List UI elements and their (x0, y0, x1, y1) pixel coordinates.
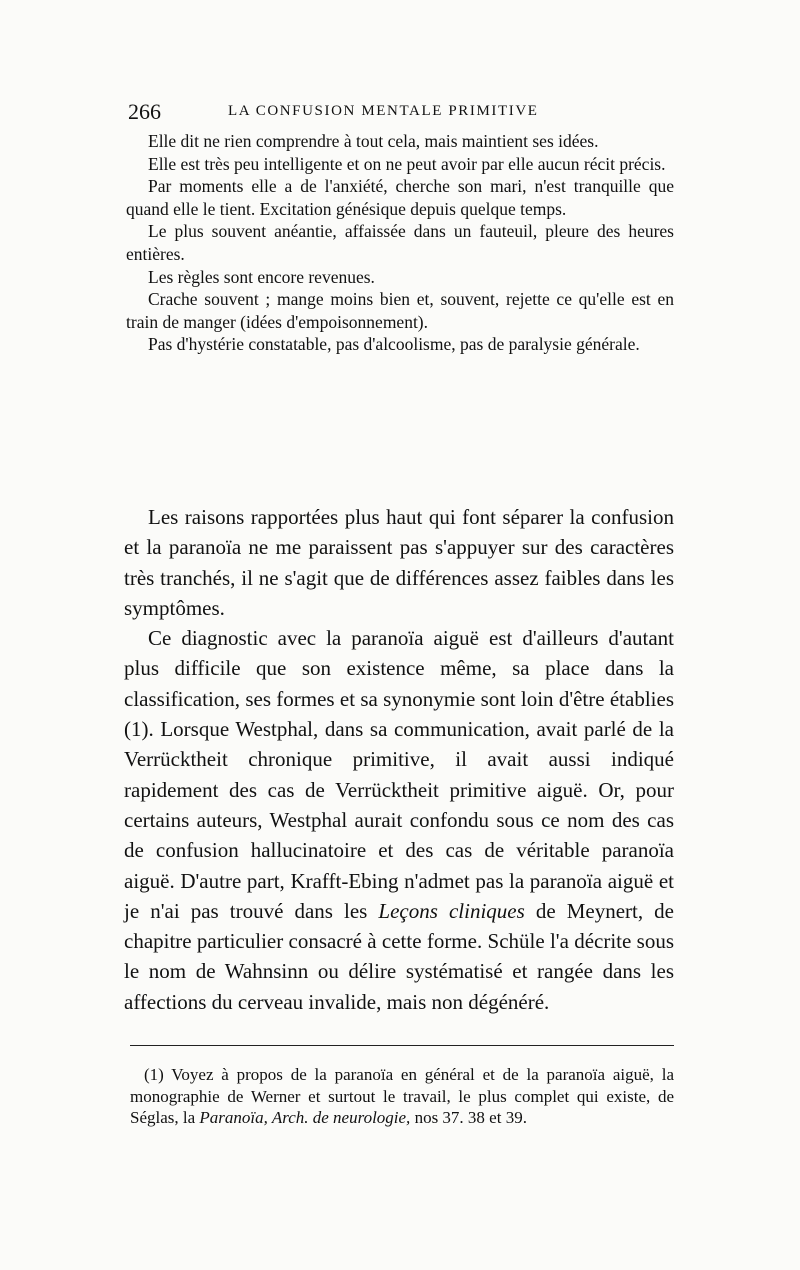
footnote-text-b: nos 37. 38 et 39. (410, 1108, 527, 1127)
body-paragraph-2 (124, 623, 674, 1017)
running-head: LA CONFUSION MENTALE PRIMITIVE (228, 103, 539, 119)
footnote (130, 1064, 674, 1129)
case-note: Crache souvent ; mange moins bien et, souvent, rejette ce qu'elle est en train de manger (idées d'empoisonnement). (126, 289, 674, 332)
case-note: Le plus souvent anéantie, affaissée dans un fauteuil, pleure des heures entières. (126, 221, 674, 264)
case-note: Les règles sont encore revenues. (148, 266, 375, 287)
page-number: 266 (128, 99, 161, 124)
body-paragraph-2-text-b: de Meynert, de chapitre particulier consacré à cette forme. Schüle l'a décrite sous le nom de Wahnsinn ou délire systématisé et rangée dans les affections du cerveau invalide, mais non dégénéré. (124, 898, 674, 1014)
case-note: Par moments elle a de l'anxiété, cherche son mari, n'est tranquille que quand elle le tient. Excitation génésique depuis quelque temps. (126, 176, 674, 219)
body-paragraph-1: Les raisons rapportées plus haut qui font séparer la confusion et la paranoïa ne me paraissent pas s'appuyer sur des caractères très tranchés, il ne s'agit que de différences assez faibles dans les symptômes. (124, 505, 674, 620)
footnote-text-a: (1) Voyez à propos de la paranoïa en général et de la paranoïa aiguë, la monographie de Werner et surtout le travail, le plus complet qui existe, de Séglas, la (130, 1065, 674, 1127)
case-note: Elle dit ne rien comprendre à tout cela, mais maintient ses idées. (148, 131, 599, 151)
italic-title-lecons-cliniques: Leçons cliniques (378, 898, 525, 923)
page-header (128, 99, 676, 129)
footnote-rule (130, 1045, 674, 1046)
footnote-text (130, 1064, 674, 1129)
footnote-italic-reference: Paranoïa, Arch. de neurologie, (199, 1108, 411, 1127)
body-paragraph-2-text-a: Ce diagnostic avec la paranoïa aiguë est d'ailleurs d'autant plus difficile que son existence même, sa place dans la classification, ses formes et sa synonymie sont loin d'être établies (1). Lorsque Westphal, dans sa communication, avait parlé de la Verrücktheit chronique primitive, il avait aussi indiqué rapidement des cas de Verrücktheit primitive aiguë. Or, pour certains auteurs, Westphal aurait confondu sous ce nom des cas de confusion hallucinatoire et des cas de véritable paranoïa aiguë. D'autre part, Krafft-Ebing n'admet pas la paranoïa aiguë et je n'ai pas trouvé dans les (124, 626, 674, 923)
case-notes (126, 130, 674, 356)
case-note: Pas d'hystérie constatable, pas d'alcoolisme, pas de paralysie générale. (148, 334, 640, 355)
case-note: Elle est très peu intelligente et on ne peut avoir par elle aucun récit précis. (148, 153, 666, 174)
main-text (124, 502, 674, 1017)
